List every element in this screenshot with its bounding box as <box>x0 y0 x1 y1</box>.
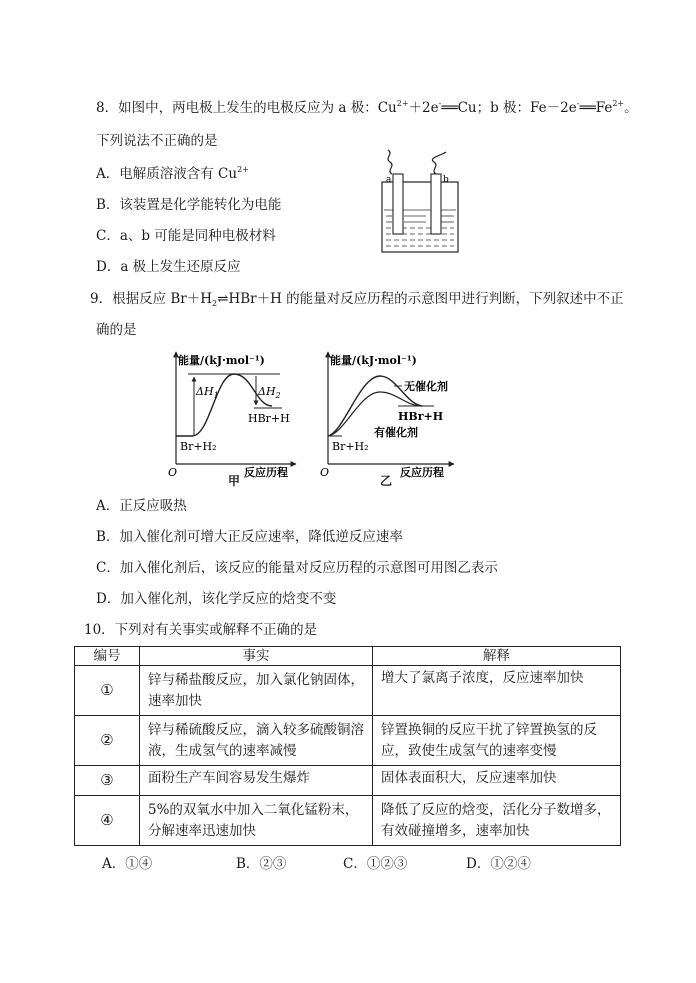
energy-curve <box>176 374 272 436</box>
q8-option-c: C．a、b 可能是同种电极材料 <box>96 228 276 244</box>
row-number: ③ <box>75 766 140 796</box>
q8-option-b: B．该装置是化学能转化为电能 <box>96 197 282 213</box>
header-fact: 事实 <box>140 647 373 666</box>
header-explanation: 解释 <box>373 647 621 666</box>
q8-option-a: A．电解质溶液含有 $Cu^{2+}$ <box>96 165 249 182</box>
reactant-label: Br+H₂ <box>332 440 369 453</box>
q8-option-d: D．a 极上发生还原反应 <box>96 259 241 275</box>
electrolysis-diagram <box>374 148 474 256</box>
energy-chart-yi <box>318 346 458 484</box>
y-axis-label: 能量/(kJ·mol⁻¹) <box>330 354 417 367</box>
q10-choice-d: D．①②④ <box>466 856 531 872</box>
chart-jia-caption: 甲 <box>228 474 241 488</box>
q8-stem: 8．如图中，两电极上发生的电极反应为 a 极：$Cu^{2+}+2e^-══Cu$；b 极：$Fe-2e^-══Fe^{2+}$。 <box>96 99 638 116</box>
electrode-a <box>393 174 403 234</box>
wire-a <box>388 150 392 174</box>
q8-stem-line2: 下列说法不正确的是 <box>96 133 218 149</box>
row-fact: 5%的双氧水中加入二氧化锰粉末，分解速率迅速加快 <box>140 796 373 846</box>
table-row <box>75 796 621 846</box>
q10-choice-a: A．①④ <box>102 856 153 872</box>
row-explanation: 锌置换铜的反应干扰了锌置换氢的反应，致使生成氢气的速率变慢 <box>373 716 621 766</box>
row-fact: 锌与稀硫酸反应，滴入较多硫酸铜溶液，生成氢气的速率减慢 <box>140 716 373 766</box>
table-row <box>75 716 621 766</box>
dh1-label: $\Delta H_1$ <box>196 385 219 400</box>
y-axis-label: 能量/(kJ·mol⁻¹) <box>178 354 265 367</box>
row-number: ① <box>75 666 140 716</box>
with-catalyst-label: 有催化剂 <box>374 426 418 439</box>
q10-stem: 10．下列对有关事实或解释不正确的是 <box>84 622 318 638</box>
label-a: a <box>386 175 392 185</box>
no-catalyst-label: 无催化剂 <box>404 380 448 393</box>
q10-choice-b: B．②③ <box>236 856 287 872</box>
energy-chart-jia <box>160 346 300 484</box>
row-number: ④ <box>75 796 140 846</box>
label-b: b <box>443 175 449 185</box>
q10-table <box>74 646 621 846</box>
row-explanation: 固体表面积大，反应速率加快 <box>373 766 621 796</box>
electrode-b <box>431 174 441 234</box>
q8-number: 8． <box>96 100 119 116</box>
table-row <box>75 666 621 716</box>
row-number: ② <box>75 716 140 766</box>
x-axis-label: 反应历程 <box>400 466 444 479</box>
q9-stem-line2: 确的是 <box>96 322 137 338</box>
q9-number: 9． <box>90 291 113 307</box>
row-fact: 锌与稀盐酸反应，加入氯化钠固体，速率加快 <box>140 666 373 716</box>
dh2-label: $\Delta H_2$ <box>258 385 281 400</box>
origin-label: O <box>320 466 330 479</box>
reactant-label: Br+H₂ <box>180 440 217 453</box>
origin-label: O <box>168 466 178 479</box>
q10-choice-c: C．①②③ <box>343 856 408 872</box>
x-axis-label: 反应历程 <box>244 466 288 479</box>
row-explanation: 增大了氯离子浓度，反应速率加快 <box>373 666 621 716</box>
table-row <box>75 766 621 796</box>
product-label: HBr+H <box>398 410 444 423</box>
row-fact: 面粉生产车间容易发生爆炸 <box>140 766 373 796</box>
product-label: HBr+H <box>248 412 290 425</box>
row-explanation: 降低了反应的焓变，活化分子数增多，有效碰撞增多，速率加快 <box>373 796 621 846</box>
q9-option-c: C．加入催化剂后，该反应的能量对反应历程的示意图可用图乙表示 <box>96 560 498 576</box>
q9-option-b: B．加入催化剂可增大正反应速率，降低逆反应速率 <box>96 529 403 545</box>
chart-yi-caption: 乙 <box>380 474 393 488</box>
table-header-row <box>75 647 621 666</box>
q9-option-a: A．正反应吸热 <box>96 498 187 514</box>
q9-stem: 9．根据反应 $Br+H_2\rightleftharpoons HBr+H$ 的能量对反应历程的示意图甲进行判断，下列叙述中不正 <box>90 291 624 308</box>
header-number: 编号 <box>75 647 140 666</box>
q9-option-d: D．加入催化剂，该化学反应的焓变不变 <box>96 591 337 607</box>
wire-b <box>432 152 446 174</box>
